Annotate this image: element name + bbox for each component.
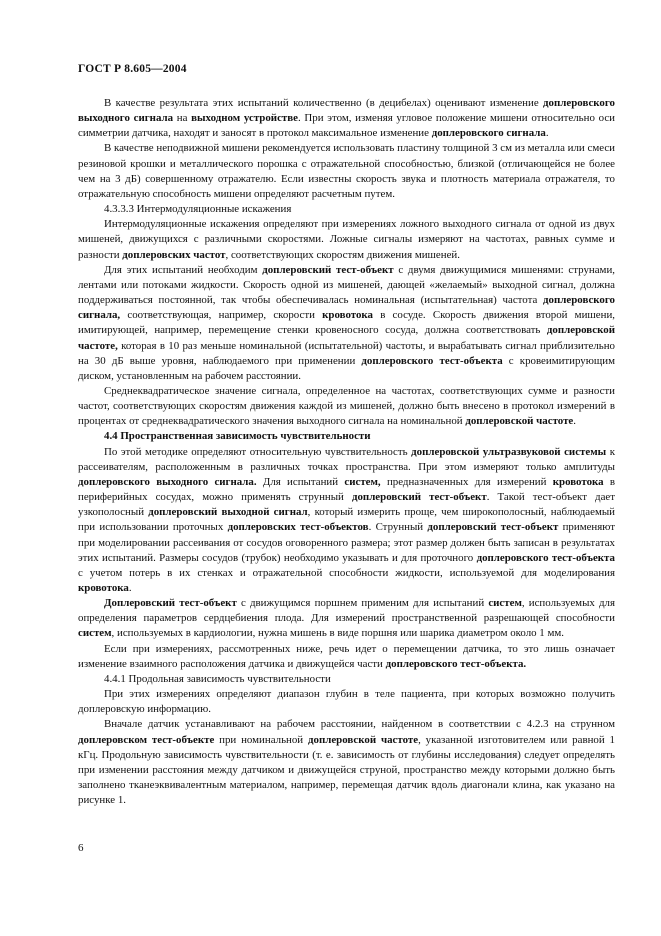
text-run: на	[173, 112, 192, 125]
paragraph	[78, 445, 615, 597]
section-heading	[78, 202, 615, 217]
text-run: . Струнный	[368, 521, 428, 534]
bold-term: доплеровского тест-объекта	[361, 354, 503, 367]
bold-term: систем,	[344, 475, 381, 488]
bold-term: доплеровского тест-объекта	[476, 551, 615, 564]
text-run: 4.3.3.3 Интермодуляционные искажения	[104, 203, 292, 216]
bold-term: 4.4 Пространственная зависимость чувствительности	[104, 430, 371, 443]
section-heading	[78, 672, 615, 687]
text-run: Для испытаний	[256, 475, 345, 488]
text-run: , соответствующих скоростям движения мишеней.	[225, 248, 460, 261]
bold-term: доплеровский выходной сигнал	[148, 506, 308, 519]
text-run: .	[128, 582, 132, 594]
text-run: , используемых для определения параметров сердцебиения плода. Для измерений пространственной разрешающей способности	[78, 597, 615, 625]
text-run: , который измерить проще, чем широкополосный, наблюдаемый при использовании проточных	[78, 506, 615, 534]
text-run: , указанной изготовителем или равной 1 кГц. Продольную зависимость чувствительности (т. е. зависимость от глубины исследования) следует определять при изменении расстояния между датчиком и движущейся струной, пространство между которыми должно быть заполнено тканеэквивалентным материалом, например, перемещая датчик вдоль диагонали клина, как указано на рисунке 1.	[78, 733, 615, 807]
paragraph	[78, 717, 615, 808]
bold-term: доплеровский тест-объект	[351, 491, 487, 504]
bold-term: кровотока	[552, 475, 604, 488]
page-number: 6	[78, 842, 84, 854]
section-heading-bold	[78, 429, 615, 444]
bold-term: доплеровской ультразвуковой системы	[411, 445, 607, 458]
text-run: Если при измерениях, рассмотренных ниже, речь идет о перемещении датчика, то это лишь означает изменение взаимного расположения датчика и движущейся части	[78, 642, 615, 670]
text-run: предназначенных для измерений	[380, 475, 553, 488]
text-run: в периферийных сосудах, можно применять струнный	[78, 475, 616, 504]
text-run: с учетом потерь в их стенках и отражательной способности жидкости, используемой для моделирования	[78, 566, 615, 579]
bold-term: доплеровских тест-объектов	[227, 521, 369, 534]
text-run: По этой методике определяют относительную чувствительность	[104, 445, 412, 458]
bold-term: доплеровского выходного сигнала	[78, 97, 615, 125]
document-body	[78, 96, 615, 808]
text-run: , используемых в кардиологии, нужна мишень в виде поршня или шарика диаметром около 1 мм.	[111, 627, 564, 640]
paragraph	[78, 96, 615, 141]
bold-term: доплеровский тест-объект	[427, 521, 559, 534]
paragraph	[78, 217, 615, 262]
paragraph	[78, 263, 615, 384]
bold-term: кровотока	[322, 309, 373, 322]
bold-term: доплеровской частоте,	[78, 324, 615, 352]
text-run: с двумя движущимися мишенями: струнами, лентами или потоками жидкости. Скорость одной из мишеней, дающей «желаемый» выходной сигнал, должна поддерживаться постоянной, так чтобы обеспечивалась номинальная (испытательная) частота	[78, 263, 615, 307]
bold-term: доплеровского сигнала,	[78, 294, 615, 322]
text-run: соответствующая, например, скорости	[120, 309, 323, 322]
text-run: 4.4.1 Продольная зависимость чувствительности	[104, 672, 331, 685]
document-header: ГОСТ Р 8.605—2004	[78, 63, 187, 75]
bold-term: доплеровском тест-объекте	[78, 733, 215, 746]
bold-term: доплеровской частоте	[307, 733, 419, 746]
bold-term: систем	[78, 627, 112, 640]
text-run: В качестве неподвижной мишени рекомендуется использовать пластину толщиной 3 см из металла или смеси резиновой крошки и металлического порошка с отражательной способностью, близкой (отличающейся не более чем на 3 дБ) совершенному отражателю. Если известны скорость звука и плотность материала отражателя, то отражательную способность мишени определяют расчетным путем.	[78, 142, 615, 200]
text-run: Среднеквадратическое значение сигнала, определенное на частотах, соответствующих сумме и разности частот, соответствующих скоростям движения каждой из мишеней, должно быть внесено в протокол измерений в процентах от среднеквадратического значения выходного сигнала на номинальной	[78, 384, 615, 428]
paragraph	[78, 642, 615, 672]
text-run: Для этих испытаний необходим	[104, 263, 263, 276]
text-run: применяют при моделировании рассеивания от сосудов оговоренного размера; этот размер должен быть записан в результатах этих испытаний. Размеры сосудов (трубок) необходимо указывать и для проточного	[78, 521, 616, 564]
bold-term: доплеровских частот	[122, 248, 226, 261]
text-run: .	[573, 415, 577, 428]
text-run: Интермодуляционные искажения определяют при измерениях ложного выходного сигнала от одной из двух мишеней, движущихся с различными скоростями. Ложные сигналы измеряют на частотах, равных сумме и разности	[78, 218, 615, 261]
paragraph	[78, 384, 615, 429]
bold-term: кровотока	[78, 582, 129, 594]
text-run: При этих измерениях определяют диапазон глубин в теле пациента, при которых возможно получить доплеровскую информацию.	[78, 688, 615, 716]
paragraph	[78, 141, 615, 202]
text-run: В качестве результата этих испытаний количественно (в децибелах) оценивают изменение	[104, 97, 544, 109]
bold-term: доплеровской частоте	[465, 415, 574, 428]
text-run: с кровеимитирующим диском, установленным на рабочем расстоянии.	[78, 354, 615, 382]
paragraph	[78, 687, 615, 717]
bold-term: доплеровский тест-объект	[262, 263, 394, 276]
bold-term: доплеровского сигнала	[431, 127, 546, 140]
bold-term: доплеровского тест-объекта.	[385, 657, 527, 670]
text-run: Вначале датчик устанавливают на рабочем расстоянии, найденном в соответствии с 4.2.3 на струнном	[104, 718, 615, 731]
paragraph	[78, 596, 615, 641]
text-run: в сосуде. Скорость движения второй мишени, имитирующей, например, перемещение стенки кровеносного сосуда, должна соответствовать	[78, 309, 616, 337]
text-run: которая в 10 раз меньше номинальной (испытательной) частоты, и вырабатывать сигнал приблизительно на 30 дБ выше уровня, наблюдаемого при применении	[78, 339, 615, 367]
text-run: к рассеивателям, расположенным в различных точках пространства. При этом измеряют только амплитуды	[78, 445, 615, 473]
text-run: . Такой тест-объект дает узкополосный	[78, 491, 616, 519]
bold-term: доплеровского выходного сигнала.	[78, 475, 257, 488]
text-run: .	[545, 127, 549, 140]
text-run: при номинальной	[214, 733, 308, 746]
bold-term: систем	[488, 597, 522, 610]
bold-term: Доплеровский тест-объект	[104, 597, 237, 610]
text-run: . При этом, изменяя угловое положение мишени относительно оси симметрии датчика, находят и заносят в протокол максимальное изменение	[78, 112, 615, 140]
bold-term: выходном устройстве	[191, 112, 298, 125]
text-run: с движущимся поршнем применим для испытаний	[236, 597, 489, 610]
